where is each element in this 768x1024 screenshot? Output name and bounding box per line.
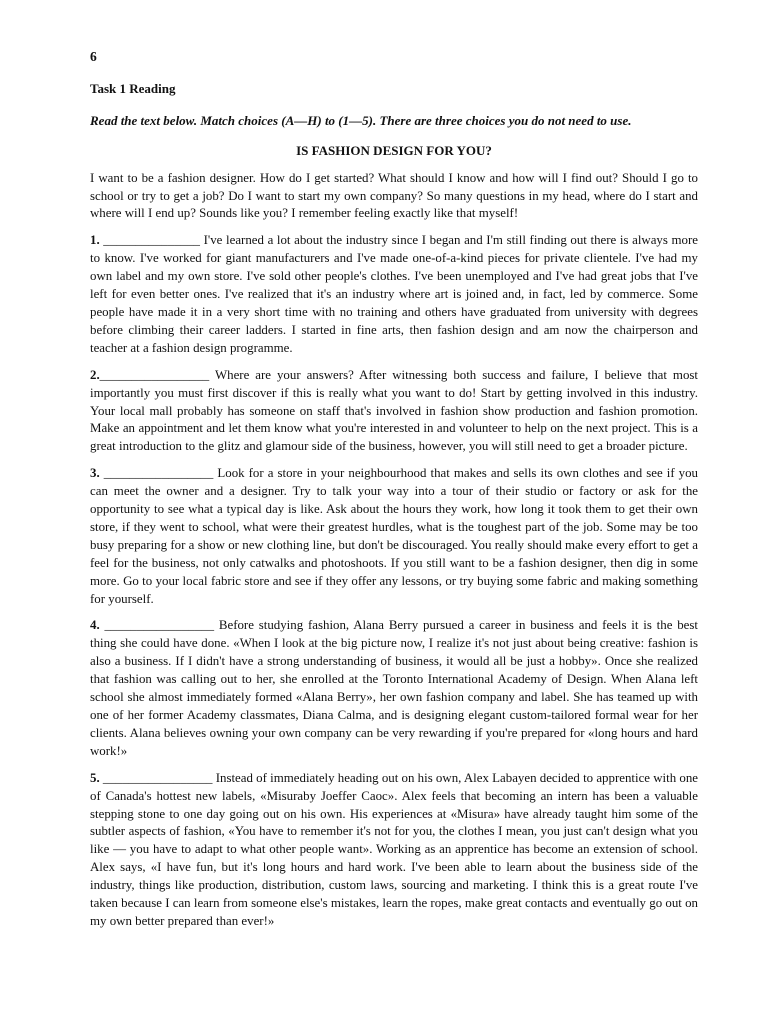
- answer-blank: _________________: [99, 367, 210, 382]
- section-number: 3.: [90, 466, 100, 481]
- task-title: Task 1 Reading: [90, 80, 176, 96]
- section-text: Look for a store in your neighbourhood that makes and sells its own clothes and see if you can meet the owner and a designer. Try to talk your way into a tour of their studio or factory or ask for the opportunity to see what a typical day is like. Ask about the hours they work, how long it took them to get their own store, if they went to school, what were their greatest hurdles, what is the toughest part of the job. Some may be too busy preparing for a show or new clothing line, but don't be discouraged. You really should make every effort to get a feel for the business, not only catwalks and photoshoots. If you still want to be a fashion designer, then dig in some more. Go to your local fabric store and see if they offer any lessons, or try buying some fabric and making something for yourself.: [90, 466, 699, 606]
- answer-blank: _______________: [99, 233, 200, 248]
- section-number: 4.: [90, 618, 100, 633]
- section-text: Where are your answers? After witnessing both success and failure, I believe that most importantly you must first discover if this is really what you want to do! Start by getting involved in this industry. Your local mall probably has someone on staff that's involved in fashion show production and fashion promotion. Make an appointment and let them know what you're interested in and volunteer to help on the next project. This is a great introduction to the glitz and glamour side of the business, however, you will still need to get a broader picture.: [90, 367, 698, 454]
- section-paragraph-3: [90, 465, 698, 608]
- intro-paragraph: I want to be a fashion designer. How do I get started? What should I know and how will I find out? Should I go to school or try to get a job? Do I want to start my own company? So many questions in my head, where do I start and where will I end up? Sounds like you? I remember feeling exactly like that myself!: [90, 170, 698, 221]
- section-paragraph-5: [90, 770, 698, 931]
- section-text: Before studying fashion, Alana Berry pursued a career in business and feels it is the best thing she could have done. «When I look at the big picture now, I realize it's not just about being creative: fashion is also a business. If I didn't have a strong understanding of business, it would all be just a hobby». Once she realized that fashion was calling out to her, she enrolled at the Toronto International Academy of Design. When Alana left school she almost immediately formed «Alana Berry», her own fashion company and label. She has teamed up with one of her former Academy classmates, Diana Calma, and is designing elegant custom-tailored formal wear for her clients. Alana believes owning your own company can be very rewarding if you're prepared for «long hours and hard work!»: [90, 618, 698, 758]
- section-paragraph-4: [90, 617, 698, 760]
- page-number: 6: [90, 49, 97, 64]
- section-text: I've learned a lot about the industry since I began and I'm still finding out there is always more to know. I've worked for giant manufacturers and I've made one-of-a-kind pieces for private clientele. I've had my own label and my own store. I've sold other people's clothes. I've been unemployed and I've had great jobs that I've left for even better ones. I've realized that it's an industry where art is joined and, in fact, led by commerce. Some people have made it in a very short time with no training and others have graduated from university with degrees before climbing their career ladders. I started in fine arts, then fashion design and am now the chairperson and teacher at a fashion design programme.: [90, 233, 699, 355]
- answer-blank: _________________: [99, 770, 213, 785]
- section-paragraph-2: [90, 367, 698, 457]
- section-paragraph-1: [90, 232, 698, 357]
- section-number: 1.: [90, 233, 100, 248]
- section-number: 5.: [90, 770, 100, 785]
- article-heading: IS FASHION DESIGN FOR YOU?: [296, 142, 492, 158]
- section-number: 2.: [90, 367, 100, 382]
- answer-blank: _________________: [99, 618, 215, 633]
- answer-blank: _________________: [99, 466, 214, 481]
- task-instruction: Read the text below. Match choices (A—H) to (1—5). There are three choices you do not need to use.: [90, 112, 632, 128]
- section-text: Instead of immediately heading out on his own, Alex Labayen decided to apprentice with one of Canada's hottest new labels, «Misuraby Joeffer Caoc». Alex feels that becoming an intern has been a valuable stepping stone to one day going out on his own. His experiences at «Misura» have already taught him some of the subtler aspects of fashion, «You have to remember it's not for you, the clothes I mean, you just can't design what you like — you have to adapt to what other people want». Working as an apprentice has become an extension of school. Alex says, «I have fun, but it's long hours and hard work. I've been able to learn about the business side of the industry, things like production, distribution, custom laws, sourcing and marketing. I think this is a great route I've taken because I can learn from someone else's mistakes, learn the ropes, make great contacts and eventually go out on my own better prepared than ever!»: [90, 770, 699, 928]
